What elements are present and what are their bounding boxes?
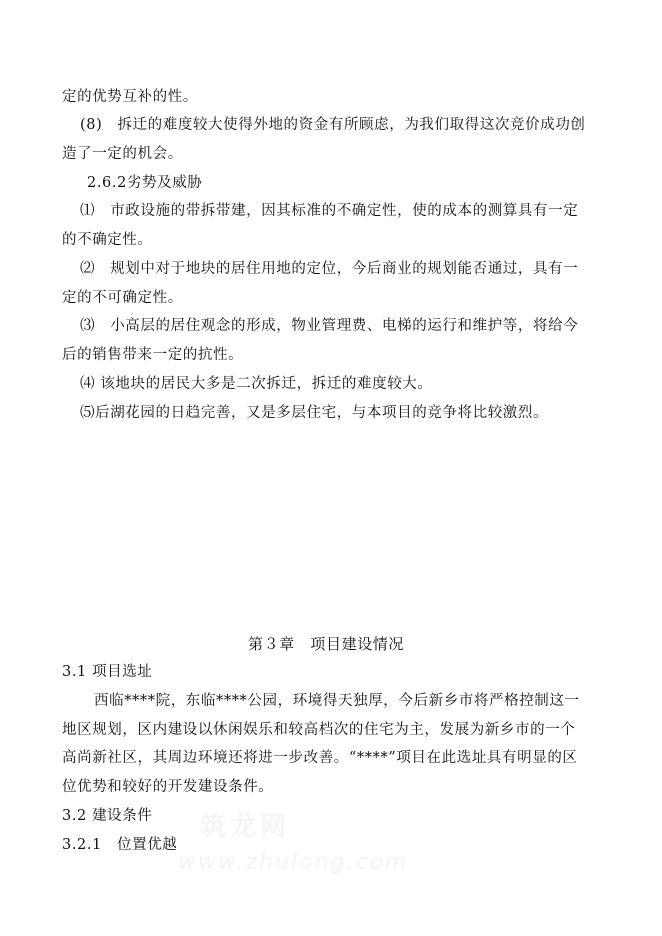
paragraph-line: (8) 拆迁的难度较大使得外地的资金有所顾虑，为我们取得这次竞价成功创 <box>80 117 586 133</box>
paragraph-line: 地区规划，区内建设以休闲娱乐和较高档次的住宅为主，发展为新乡市的一个 <box>62 722 576 738</box>
section-heading-3-1: 3.1 项目选址 <box>62 664 153 680</box>
paragraph-line: ⑶ 小高层的居住观念的形成，物业管理费、电梯的运行和维护等，将给今 <box>80 318 579 334</box>
paragraph-line: 造了一定的机会。 <box>62 146 183 162</box>
section-heading-3-2-1: 3.2.1 位置优越 <box>62 837 178 853</box>
paragraph-line: 的不确定性。 <box>62 232 153 248</box>
paragraph-line: 后的销售带来一定的抗性。 <box>62 347 244 363</box>
paragraph-line: 位优势和较好的开发建设条件。 <box>62 779 274 795</box>
paragraph-line: ⑷ 该地块的居民大多是二次拆迁，拆迁的难度较大。 <box>80 376 433 392</box>
chapter-title: 第３章 项目建设情况 <box>248 635 405 653</box>
watermark-brand: 筑龙网 <box>200 812 291 842</box>
paragraph-line: ⑵ 规划中对于地块的居住用地的定位，今后商业的规划能否通过，具有一 <box>80 261 579 277</box>
paragraph-line: 定的优势互补的性。 <box>62 89 198 105</box>
watermark-url: www.zhulong.com <box>178 850 409 875</box>
paragraph-line: 西临****院，东临****公园，环境得天独厚，今后新乡市将严格控制这一 <box>94 693 580 709</box>
section-heading-3-2: 3.2 建设条件 <box>62 808 153 824</box>
paragraph-line: ⑴ 市政设施的带拆带建，因其标准的不确定性，使的成本的测算具有一定 <box>80 203 579 219</box>
paragraph-line: ⑸后湖花园的日趋完善，又是多层住宅，与本项目的竞争将比较激烈。 <box>80 405 549 421</box>
paragraph-line: 高尚新社区，其周边环境还将进一步改善。“****”项目在此选址具有明显的区 <box>62 750 578 766</box>
paragraph-line: 定的不可确定性。 <box>62 290 183 306</box>
section-heading-2-6-2: 2.6.2劣势及威胁 <box>87 175 203 191</box>
